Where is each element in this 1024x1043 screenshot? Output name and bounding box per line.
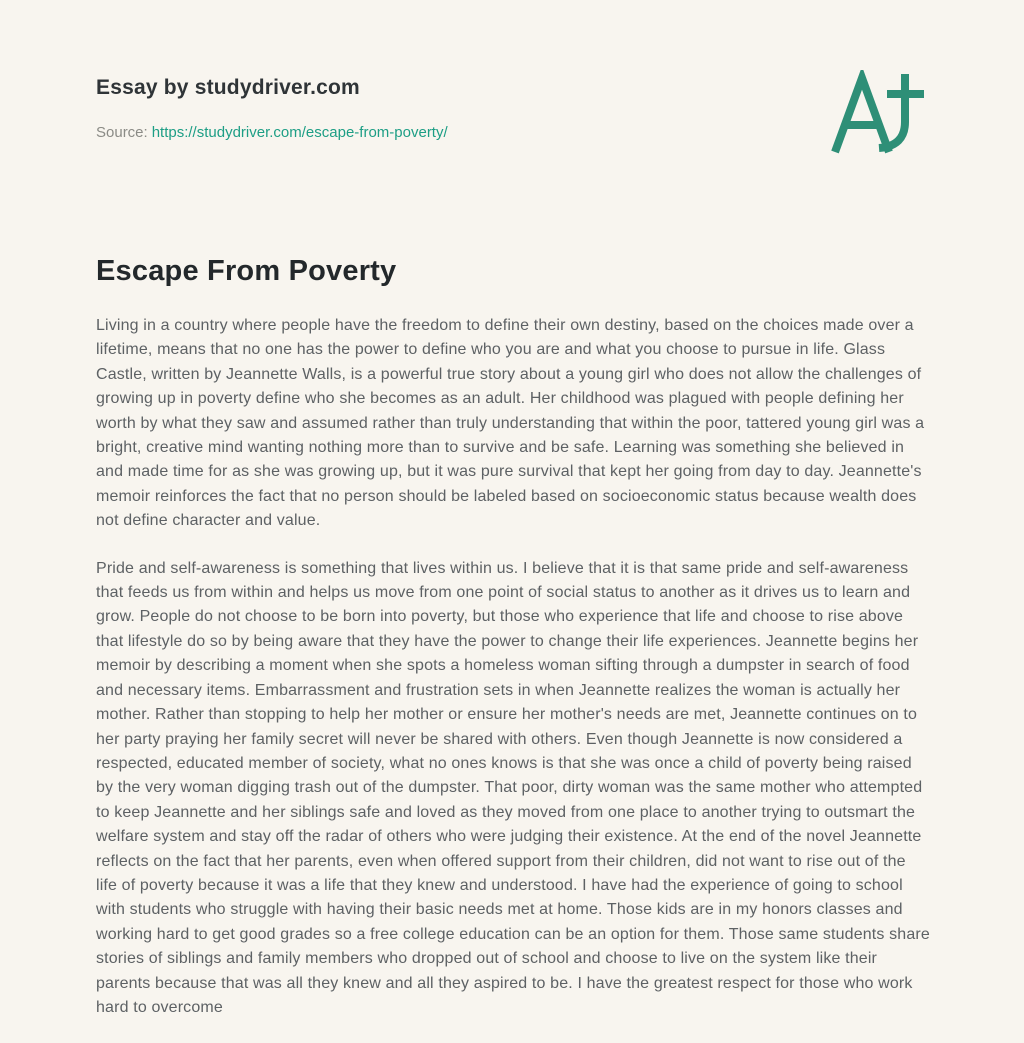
source-label: Source: bbox=[96, 124, 148, 141]
essay-paragraph: Pride and self-awareness is something that lives within us. I believe that it is that same pride and self-awareness that feeds us from within and helps us move from one point of social status to another as it drives us to learn and grow. People do not choose to be born into poverty, but those who experience that life and choose to rise above that lifestyle do so by being aware that they have the power to change their life experiences. Jeannette begins her memoir by describing a moment when she spots a homeless woman sifting through a dumpster in search of food and necessary items. Embarrassment and frustration sets in when Jeannette realizes the woman is actually her mother. Rather than stopping to help her mother or ensure her mother's needs are met, Jeannette continues on to her party praying her family secret will never be shared with others. Even though Jeannette is now considered a respected, educated member of society, what no ones knows is that she was once a child of poverty being raised by the very woman digging trash out of the dumpster. That poor, dirty woman was the same mother who attempted to keep Jeannette and her siblings safe and loved as they moved from one place to another trying to outsmart the welfare system and stay off the radar of others who were judging their existence. At the end of the novel Jeannette reflects on the fact that her parents, even when offered support from their children, did not want to rise out of the life of poverty because it was a life that they knew and understood. I have had the experience of going to school with students who struggle with having their basic needs met at home. Those kids are in my honors classes and working hard to get good grades so a free college education can be an option for them. Those same students share stories of siblings and family members who dropped out of school and choose to live on the system like their parents because that was all they knew and all they aspired to be. I have the greatest respect for those who work hard to overcome bbox=[96, 559, 930, 1016]
essay-paragraph: Living in a country where people have the freedom to define their own destiny, based on the choices made over a lifetime, means that no one has the power to define who you are and what you choose to pursue in life. Glass Castle, written by Jeannette Walls, is a powerful true story about a young girl who does not allow the challenges of growing up in poverty define who she becomes as an adult. Her childhood was plagued with people defining her worth by what they saw and assumed rather than truly understanding that within the poor, tattered young girl was a bright, creative mind wanting nothing more than to survive and be safe. Learning was something she believed in and made time for as she was growing up, but it was pure survival that kept her going from day to day. Jeannette's memoir reinforces the fact that no person should be labeled based on socioeconomic status because wealth does not define character and value. bbox=[96, 317, 925, 530]
source-url-link[interactable]: https://studydriver.com/escape-from-poverty/ bbox=[151, 124, 448, 141]
essay-title: Escape From Poverty bbox=[96, 255, 397, 287]
document-content bbox=[96, 0, 930, 1043]
essay-byline: Essay by studydriver.com bbox=[96, 76, 360, 99]
essay-body bbox=[96, 314, 930, 1020]
source-line bbox=[96, 124, 930, 141]
